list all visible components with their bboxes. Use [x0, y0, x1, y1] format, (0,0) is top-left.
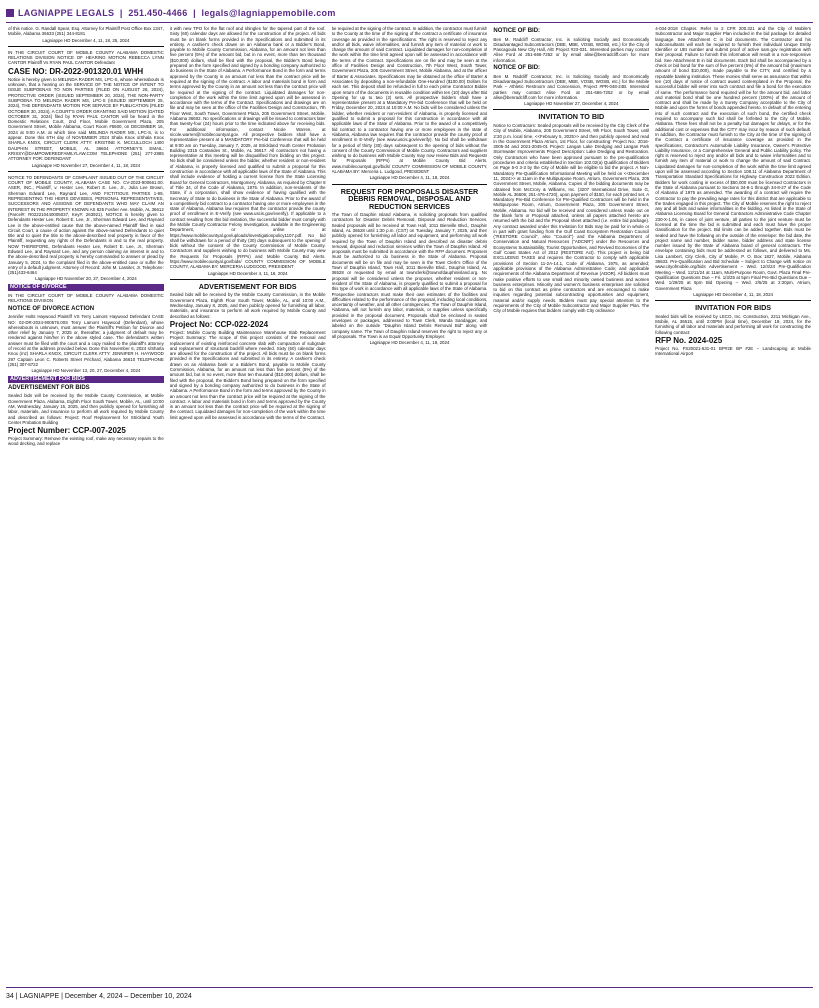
footer-divider	[6, 987, 813, 988]
notice-title: ADVERTISEMENT FOR BIDS	[8, 384, 90, 391]
section-marker	[6, 9, 14, 17]
notice-title: INVITATION TO BID	[538, 112, 605, 122]
page-footer: 34 | LAGNIAPPE | December 4, 2024 – December 10, 2024	[6, 992, 192, 1000]
notice-text: Project: Mobile County Building Maintenance Warehouse Slab Replacement Project Summary: The scope of this project consists of the removal and replacement of existing reinforced concrete slab with compaction of subgrade and replacement of structural backfill where needed. Sixty (60) calendar days are allowed for the construction of the project. All bids must be on blank forms provided in the Specifications and submitted in its entirety. A cashier's check drawn on an Alabama bank or a Bidder's Bond, payable to Mobile County Commission, Alabama, for an amount not less than five percent (5%) of the amount bid, but in no event, more than ten thousand ($10,000) dollars, shall be filed with the proposal, the Bidder's Bond being prepared on the form specified and signed by a bonding company authorized to do business in the State of Alabama. A Performance Bond in the form and terms approved by the County in an amount not less than the contract price will be required at the signing of the contract. A labor and materials bond in form and terms approved by the County in an amount not less than the contract price will be required at the signing of the contract. Liquidated damages for non-completion of the work within the time limit agreed upon will be assessed in accordance with the terms of the Contract.	[169, 329, 326, 420]
notice-title: NOTICE OF BID:	[493, 28, 541, 34]
rfp-number: RFP No. 2024-025	[655, 335, 723, 345]
notice-text: Notice is hereby given to MELINDA RADER MS, LPC-S, whose whereabouts is unknown, that a hearing on the SERVICE OF THE NOTICE OF INTENT TO ISSUE SUBPOENAS TO NON PARTIES (FILED ON AUGUST 28, 2024), PROTECTIVE ORDER (ISSUED SEPTEMBER 20, 2024), THE NON-PARTY SUBPOENA TO MELINDA RADER MS, LPC-S (ISSUED SEPTEMBER 25, 2024), THE DEFENDANTS MOTION FOR SERVICE BY PUBLICATION (FILED OCTOBER 30, 2024), A COURT'S ORDER GRANTING SAID MOTION (DATED OCTOBER 31, 2024) filed by RYAN PAUL CANTOR will be heard in the Domestic Relations Court, 2nd Floor, Mobile Government Plaza, 205 Government Street, Mobile Alabama, Court Room #5600, on DECEMBER 16, 2024 at 9:00 A.M. at which time said MELINDA RADER MS, LPC-S, is to appear. Done this 6TH day of NOVEMBER 2024 Shala Knox s/Shala Knox SHARLA KNOX, CIRCUIT CLERK ATTY: KRISTINE K. MCCULLOCH 1400 DAUPHIN STREET, MOBILE, AL 36604 ATTORNEY'S EMAIL: KRISSY@DAMPOWEREDFAMILYLAW.COM TELEPHONE (251) 277-2885 ATTORNEY FOR: DEFENDANT	[8, 76, 164, 162]
column-1	[8, 26, 164, 986]
notice-text: Sealed bids will be received by LECO, Inc. Construction, 2211 Michigan Ave., Mobile, AL 36615, until 2:00PM (local time), December 19, 2024, for the furnishing of all labor and materials and performing all work for constructing the following contract:	[655, 313, 811, 335]
publication-line: Lagniappe HD December 4, 11, 18, 2024	[207, 270, 288, 276]
section-bar-divorce: NOTICE OF DIVORCE	[8, 284, 164, 291]
column-4	[493, 26, 649, 986]
legal-columns	[8, 26, 811, 986]
divider	[8, 171, 164, 172]
column-5	[655, 26, 811, 986]
header-phone: 251.450-4466	[128, 8, 188, 18]
notice-text: NOTICE TO DEFENDANTS OF COMPLAINT ISSUED OUT OF THE CIRCUIT COURT OF MOBILE COUNTY, ALABAMA CASE NO. CV-2023-900661.00. ASER, INC., Plaintiff, v. Hester Lee, Robert E. Lee, Jr., Julia Lee Brown, Sherman Edward Lee, Raynard Lee, AND FICTITIOUS PARTIES 1-99, REPRESENTING THE HEIRS DEVISEES, PERSONAL REPRESENTATIVES, SUCCESSORS AND ASSIGNS OF DEFENDANTS WHO MAY CLAIM AN INTEREST IN THE PROPERTY KNOWN AS 825 Fosher Ave. Mobile, AL 36612 (Parcel#: R022210440005037, Key#: 263921). NOTICE is hereby given to Defendants Hester Lee, Robert E. Lee, Jr., Sherman Edward Lee, and Raynard Lee in the above-entitled cause that the above-named Plaintiff filed in said Circuit Court, a cause of action against the above-named Defendants to quiet title and to quiet the title to the above-described real property in favor of the Plaintiff, requesting any rights of the Defendants in and to the real property. NOW THEREFORE, Defendants Hester Lee, Robert E. Lee, Jr., Sherman Edward Lee, and Raynard Lee, and any person claiming an interest in and to the above-described real property is hereby commanded to answer or plead by January 5, 2024, to the complaint filed in the above-entitled case or suffer the entry of a default judgment. Attorney of Record: John M. Lassiter, Jr. Telephone: (251)433-6464	[8, 174, 164, 276]
notice-text: Project Summary: Remove the existing roof, make any necessary repairs to the wood decking, and replace	[8, 436, 164, 447]
column-2	[170, 26, 326, 986]
section-title: LAGNIAPPE LEGALS	[18, 8, 115, 18]
publication-line: Lagniappe HD November 20, 27, December 4, 2024	[35, 276, 137, 282]
publication-line: Lagniappe HD December 4, 11, 18, 2024	[369, 340, 450, 346]
header-email[interactable]: legals@lagniappemobile.com	[201, 8, 336, 18]
notice-text: 4-034-2018 Chapter. Refer to 2 CFR 200.321 and the City of Mobile's Subcontractor and Major Supplier Plan included in the bid package for detailed language. See Attachment C in bid documents. The Contractor and his subconsultants will each be required to furnish their individual Unique Entity Identifier or UEI number and submit proof of active sam.gov registration with their proposal. Failure to furnish this information will result in a non-responsive bid. See Attachment B in bid documents. Each bid shall be accompanied by a check or bid bond for the sum of five percent (5%) of the amount bid (maximum amount of bond $10,000), made payable to the CITY, and certified by a reputable banking institution. These monies shall serve as assurance that within ten (10) days of notice of contract award contemplated in the Proposal, the successful bidder will enter into such contract and file a bond for the execution of same. The performance bond required will be for the amount bid, and labor and material bond shall be one hundred percent (100%) of the amount of contract and shall be made by a Surety Company acceptable to the City of Mobile and upon the forms of bonds appended hereto. In default of the entering into of such contract and the execution of such bond, the certified check required to accompany such bid shall be forfeited to the City of Mobile, Alabama. These fees shall not be a penalty but damages for delays, or for the additional cost or expenses that the CITY may incur by reason of such default. In addition, the Contractor must furnish to the City at the time of the signing of the Contract a certificate of insurance coverage as provided in the specifications, Contractor's Automobile Liability Insurance, Owner's Protective Liability Insurance, or a Comprehensive General and Public Liability policy. The right is reserved to reject any and/or all bids and to waive informalities and to furnish any item of material or work to change the amount of said Contract. Liquidated damages for non-completion of the work within the time limit agreed upon will be assessed according to Section 108.11 of Alabama Department of Transportation Standard Specifications for Highway Construction 2022 Edition. Bidders for work costing in excess of $50,000 must be licensed Contractors in the State of Alabama pursuant to Sections 34-8-1 through 34-8-27 of the Code of Alabama of 1975 as amended. The awarding of a contract will require the Contractor to pay the prevailing wage rates for this district that are applicable to the trades engaged in this project. The City of Mobile reserves the right to reject any and all bids and waive informalities in the bidding. As listed in the State of Alabama Licensing Board for General Contractors Administrative Code Chapter 230-X-1.06, in cases of joint venture, all parties to the joint venture must be licensed at the time the bid is submitted and each must have the proper classification for the project. Bid limits can be added together. Bids must be sealed and have the following on the outside of the envelope: the bid date, the project name and number, bidder name, bidder address and state license number issued by the State of Alabama board of general contractors. The envelope containing bids must be addressed as follows, and delivered to Ms. Lisa Lambert, City Clerk, City of Mobile, P. O. Box 1827, Mobile, Alabama 36633. Pre-Qualification and Bid Schedule – Subject to Change with notice on www.cityofmobile.org/bids Advertisement – Wed. 12/4/24 Pre-Qualification Meeting – Wed. 12/11/24 at 11am, Multi-Purpose Room, Govt. Plaza Final Pre-Qualification Questions Due – Fri. 1/3/25 at 5pm Final Pre-Bid Questions Due – Wed. 1/29/25 at 5pm Bid Opening – Wed. 2/5/25 at 2:30pm, Atrium, Government Plaza	[655, 26, 811, 291]
notice-title: ADVERTISEMENT FOR BIDS	[198, 281, 297, 291]
notice-title: REQUEST FOR PROPOSALS DISASTER DEBRIS REMOVAL, DISPOSAL AND REDUCTION SERVICES	[340, 186, 479, 211]
notice-text: of this notice. G. Randall Spear, Esq. Attorney for Plaintiff Post Office Box 1347, Mobile, Alabama 36633 (251) 344-8181	[8, 26, 164, 37]
column-3	[332, 26, 488, 986]
divider	[493, 109, 649, 110]
notice-text: Sealed bids will be received by the Mobile County Commission, at Mobile Government Plaza, Alabama, Eighth Floor South Tower, Mobile, AL, until 10:00 AM, Wednesday, January 15, 2025, and then publicly opened for furnishing all labor, materials, and insurance to perform all work required by Mobile County and described as follows: Project: Roof Replacement for Strickland Youth Center Probation Building	[8, 393, 164, 425]
notice-text: Sealed bids will be received by the Mobile County Commission, in the Mobile Government Plaza, Eighth Floor South Tower, Mobile, AL, until 10:00 A.M., Wednesday, January 8, 2025, and then publicly opened for furnishing all labor, materials, and insurance to perform all work required by Mobile County and described as follows:	[169, 292, 326, 319]
publication-line: Lagniappe HD December 4, 11, 18, 2024	[693, 291, 773, 297]
notice-text: Ben M. Radcliff Contractor, Inc. is soliciting Socially and Economically Disadvantaged Subcontractors (DBE, MBE, VOSB, WOSB, etc.) for the City of Pascagoula New City Hall, A/E Project #23-031. Interested parties may contact Alise Ford at 251-666-7252 or by email alise@benradcliff.com for more information.	[493, 36, 650, 63]
divider	[8, 46, 164, 47]
header-divider	[6, 22, 813, 23]
divider	[332, 184, 488, 185]
publication-line: Lagniappe HD November 27, December 4, 2024	[524, 101, 619, 107]
notice-text: Project No. FS20021-531-01 BP#2E BP #2E – Landscaping at Mobile International Airport	[655, 345, 811, 357]
notice-text: be required at the signing of the contract. In addition, the contractor must furnish to the County at the time of the signing of the contract a certificate of insurance coverage as provided in the specifications. The right is reserved to reject any and/or all bids, waive informalities, and furnish any item of material or work to change the amount of said Contract. Liquidated damages for non-completion of the work within the time limit agreed upon will be assessed in accordance with the terms of the Contract. Specifications are on file and may be seen at the office of Facilities Design and Construction, 7th Floor West, South Tower, Government Plaza, 205 Government Street, Mobile Alabama, and at the offices of Barter & Associates. Specifications may be obtained at the office of Barter & Associates by depositing a non-refundable One-Hundred ($100.00) Dollars for each set. This deposit shall be refunded in full to each prime Contractor Bidder upon return of the documents in reusable condition within ten (10) days after Bid Opening for up to two (2) sets. All prospective bidders shall have a representative present at a Mandatory Pre-bid Conference that will be held on Friday, December 20, 2024 at 10:00 A.M. No bids will be considered unless the bidder, whether resident or non-resident of Alabama, is properly licensed and qualified to submit a proposal for this construction in accordance with all applicable laws of the State of Alabama. Prior to the award of a competitively bid contract to a contractor having one or more employees in the state of Alabama, Alabama law requires that the contractor provide the county proof of enrollment in E-Verify (see www.uscis.gov/everify). No bid shall be withdrawn for a period of thirty (30) days subsequent to the opening of bids without the consent of the County Commission of Mobile County. Contractors and suppliers wishing to do business with Mobile County may now review Bids and Requests for Proposals (RFPs) at Mobile County Bid Alerts. www.mobilecountyal.gov/bids/ COUNTY COMMISSION OF MOBILE COUNTY, ALABAMA BY: Merceria L. Ludgood, PRESIDENT	[331, 26, 488, 175]
divider	[655, 300, 811, 301]
divider	[170, 279, 326, 280]
case-number: CASE NO: DR-2022-901320.01 WHH	[8, 66, 144, 76]
court-heading: IN THE CIRCUIT COURT OF MOBILE COUNTY ALABAMA DOMESTIC RELATIONS DIVISION	[8, 293, 164, 304]
notice-title: NOTICE OF DIVORCE ACTION	[8, 305, 95, 312]
court-heading: IN THE CIRCUIT COURT OF MOBILE COUNTY ALABAMA DOMESTIC RELATIONS DIVISION NOTICE OF HEARING MOTION REBECCA LYNN CANTOR Plaintiff Vs RYAN PAUL CANTOR Defendant	[8, 49, 164, 66]
notice-text: Notice to Contractors: Sealed proposals will be received by the City Clerk of the City of Mobile, Alabama, 205 Government Street, 9th Floor, South Tower, until 2:30 p.m. local time, <<February 5, 2025>> and then publicly opened and read in the Government Plaza Atrium, 1st Floor, for constructing: Project No.: 2016-3005-34 and 2021-2045-01 Project: Langan Lake Dredging and Langan Park Stormwater Improvements Project Description: Lake Dredging and Restoration. Only Contractors who have been approved pursuant to the pre-qualification procedures and criteria established in Section 102.02(a) Qualification of Bidders on Page 5-0 3-3 by the City of Mobile will be eligible to bid the project. A Non-Mandatory Pre-Qualification Informational Meeting will be held on <<December 11, 2024>> at 11am in the Multipurpose Room, Atrium, Government Plaza, 205 Government Street, Mobile, Alabama. Copies of the bidding documents may be obtained from McCrory & Williams, Inc. (3207 International Drive, Suite G, Mobile AL 36606; 251-476-4720), upon payment of $150, for each printed set. A Mandatory Pre-Bid Conference for Pre-Qualified Contractors will be held in the Multipurpose Room, Atrium, Government Plaza, 205 Government Street, Mobile, Alabama. No bid will be received and considered unless made out on the blank form or Proposal attached, unless all papers attached hereto are returned with the bid and the Proposal sheet attached (i.e. entire bid package). Any contract awarded under this Invitation for Bids may be paid for in whole or in part with grant funding from the Gulf Coast Ecosystem Restoration Council ("RESTORE Council", also "Council") and the Alabama Department of Conservation and Natural Resources ("ADCNR") under the Resources and Ecosystems Sustainability, Tourist Opportunities, and Revived Economies of the Gulf Coast States Act of 2012 (RESTORE Act). This project is being bid EXCLUDING TAXES and requires the Contractor to comply with applicable provisions of Section 11-2A-14.1, Code of Alabama, 1975, as amended; applicable provisions of the Alabama Administrative Code; and applicable requirements of the Alabama Department of Revenue (ADOR). All bidders must make positive efforts to use small and minority owned business and women business enterprises. Minority and women's business enterprises are solicited to bid on this contract as prime contractors and are encouraged to make inquiries regarding potential subcontracting opportunities and equipment, material and/or supply needs. Bidders must pay special attention to the requirements of the City of Mobile Subcontractor and Major Supplier Plan. The City of Mobile requires that bidders comply with City ordinance	[493, 122, 650, 314]
publication-line: Lagniappe HD November 27, December 4, 11, 18, 2024	[31, 162, 141, 168]
notice-title: INVITATION FOR BIDS	[695, 303, 772, 313]
page-header: LAGNIAPPE LEGALS | 251.450-4466 | legals@lagniappemobile.com	[6, 6, 813, 20]
notice-text: Jennifer Holts Haywood Plaintiff VS Terry Lamont Haywood Defendant CASE NO: 02-DR-2024-900576.00S Terry Lamont Haywood (Defendant), whose whereabouts is unknown, must answer the Plaintiff's Petition for Divorce and other relief by January 7, 2025 or, thereafter, a judgment of default may be rendered against him/her in the above styled case. The defendant's written answer must be filed with the court and a copy mailed to the plaintiff's attorney of record at the address provided below. Done this November 6, 2024 s/Sharla Knox (mz) SHARLA KNOX, CIRCUIT CLERK ATTY: JENNIFER H. HAYWOOD 297 Captain Leon C. Roberts Street Prichard, Alabama 36610 TELEPHONE (251) 307-8722	[8, 314, 164, 367]
publication-line: Lagniappe HD November 13, 20, 27, December 4, 2024	[31, 368, 141, 374]
notice-text: The Town of Dauphin Island Alabama, is soliciting proposals from qualified contractors for Disaster Debris Removal, Disposal and Reduction Services. Sealed proposals will be received at Town Hall, 1011 Bienville Blvd., Dauphin Island, AL 36528 until 1:30 p.m. (CST) on Tuesday, January 7, 2025, and then publicly opened for furnishing all labor and equipment, and performing all work required by the Town of Dauphin Island and described as disaster debris removal, disposal and reduction services within the Town of Dauphin Island. All proposals must be submitted in accordance with the RFP document. Proposers must be authorized to do business in the State of Alabama. Proposal documents will be on file and may be seen in the Town Clerk's Office of the Town of Dauphin Island, Town Hall, 1011 Bienville Blvd., Dauphin Island, AL 36528 or requested by email at townclerk@townofdauphinisland.org. No proposal will be considered unless the proposer, whether resident or non-resident of the State of Alabama, is properly qualified to submit a proposal for this type of work in accordance with all applicable laws of the State of Alabama. Prospective contractors must make their own estimates of the facilities and difficulties related to the performance of the proposal, including local conditions, uncertainty of weather, and all other contingencies. The Town of Dauphin Island, Alabama, will not furnish any labor, materials, or supplies unless specifically provided in the proposal document. Proposals shall be enclosed in sealed envelopes or packages, addressed to Town Clerk, Wanda Sandagger, and labeled on the outside "Dauphin Island Debris Removal Bid" along with company name. The Town of Dauphin Island reserves the right to reject any or all proposals. The Town is an Equal Opportunity Employer.	[331, 212, 488, 339]
publication-line: Lagniappe HD December 4, 11, 18, 25, 2024	[42, 37, 130, 43]
section-bar-bids: ADVERTISEMENT FOR BIDS	[8, 376, 164, 383]
notice-text: Ben M. Radcliff Contractor, Inc. is Soliciting Socially and Economically Disadvantaged Subcontractors (DBE, MBE, VOSB, WOSB, etc.) for the Mobile Park – Athletic Restroom and Concession, Project #PR-048-24B. Interested parties may contact Alise Ford at 251-666-7252 or by email alise@benradcliff.com for more information.	[493, 73, 650, 100]
notice-text: it with new TPO for the flat roof and shingles for the tapered part of the roof. Sixty (60) calendar days are allowed for the construction of the project. All bids must be on blank forms provided in the Specifications and submitted in its entirety. A cashier's check drawn on an Alabama bank or a Bidder's Bond, payable to Mobile County Commission, Alabama, for an amount not less than five percent (5%) of the amount bid, but in no event, more than ten thousand ($10,000) dollars, shall be filed with the proposal, the Bidder's Bond being prepared on the form specified and signed by a bonding company authorized to do business in the State of Alabama. A Performance Bond in the form and terms approved by the County in an amount not less than the contract price will be required at the signing of the contract. A labor and materials bond in form and terms approved by the County in an amount not less than the contract price will be required at the signing of the contract. Liquidated damages for non-completion of the work within the time limit agreed upon will be assessed in accordance with the terms of the Contract. Specifications and drawings are on file and may be seen at the office of the Facilities Design and Construction, 7th Floor West, South Tower, Government Plaza, 205 Government Street, Mobile, Alabama 36602. No specifications or drawings will be issued to contractors later than twenty-four (24) hours prior to the time indicated above for receiving bids. For additional information, contact Nicole Warren, at nicole.warren@mobilecountyal.gov. All prospective bidders shall have a representative present at a MANDATORY Pre-bid Conference that will be held at 9:00 am on Tuesday, January 7, 2025, at Strickland Youth Center Probation Building 2315 Costarides St., Mobile, AL 36617. All contractors not having a representative at this meeting will be disqualified from bidding on this project. No bids shall be considered unless the bidder, whether resident or non-resident of Alabama, is properly licensed and qualified to submit a proposal for this construction in accordance with all applicable laws of the State of Alabama. This shall include evidence of holding a current license from the State Licensing Board for General Contractors, Montgomery, Alabama, as required by Chapter 8 of Title 34, of the Code of Alabama, 1975. In addition, non-residents of the State, if a corporation, shall show evidence of having qualified with the Secretary of State to do business in the State of Alabama. Prior to the award of a competitively bid contract to a contractor having one or more employees in the state of Alabama, Alabama law requires that the contractor provide the county proof of enrollment in E-Verify (see www.uscis.gov/everify). If applicable to a contract resulting from this bid invitation, the successful bidder must comply with the Mobile County Contractor Felony Investigation, available in the Engineering Department, or online at https://www.mobilecountyal.gov/uploads/investigationpolicy1107.pdf. No bid shall be withdrawn for a period of thirty (30) days subsequent to the opening of bids without the consent of the County Commission of Mobile County. Contractors and suppliers wishing to do business with Mobile County may view the Requests for Proposals (RFPs) and Mobile County Bid Alerts. https://www.mobilecountyal.gov/bids/ COUNTY COMMISSION OF MOBILE COUNTY, ALABAMA BY: MERCERIA LUDGOOD, PRESIDENT	[169, 26, 326, 270]
publication-line: Lagniappe HD December 4, 11, 18, 2024	[369, 175, 450, 181]
notice-title: NOTICE OF BID:	[493, 65, 541, 72]
project-number: Project No: CCP-022-2024	[169, 319, 269, 329]
project-number: Project Number: CCP-007-2025	[8, 426, 126, 436]
